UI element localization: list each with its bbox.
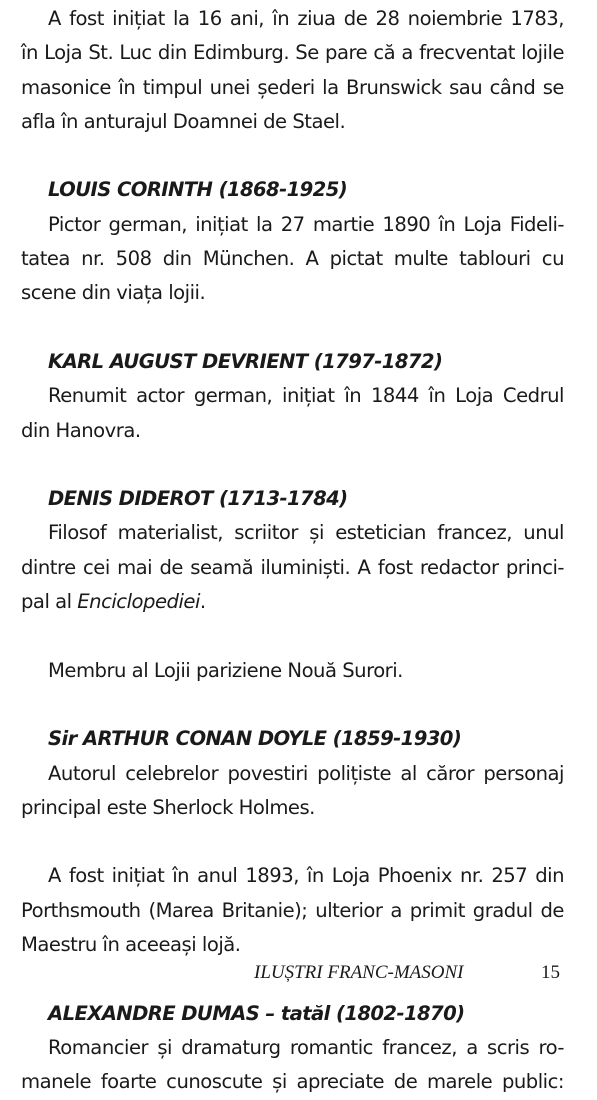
page-number: 15 [541,962,560,983]
intro-paragraph [21,2,564,139]
text-line: Porthsmouth (Marea Britanie); ulterior a primit gradul de [21,898,564,922]
spacer [21,825,564,859]
text-line: Pictor german, inițiat la 27 martie 1890 în Loja Fideli- [48,212,564,236]
text-fragment: . [199,590,206,614]
text-line: Maestru în aceeași lojă. [21,933,241,957]
entry-dumas [21,997,564,1100]
book-page [21,2,564,1100]
entry-devrient [21,345,564,448]
entry-corinth [21,173,564,310]
text-line: Autorul celebrelor povestiri polițiste al căror personaj [48,761,564,785]
spacer [21,619,564,653]
running-title: ILUȘTRI FRANC-MASONI [254,962,464,983]
spacer [21,448,564,482]
entry-conan-doyle [21,722,564,962]
book-title: Enciclopediei [77,590,200,614]
text-line: tatea nr. 508 din München. A pictat multe tablouri cu [21,247,564,271]
text-line: Membru al Lojii pariziene Nouă Surori. [48,658,403,682]
text-line: manele foarte cunoscute și apreciate de marele public: [21,1070,564,1094]
text-line: scene din viața lojii. [21,281,206,305]
entry-title: Sir ARTHUR CONAN DOYLE (1859-1930) [48,727,462,751]
text-line: Filosof materialist, scriitor și estetician francez, unul [48,521,564,545]
text-line: principal este Sherlock Holmes. [21,795,315,819]
text-line [21,585,564,619]
entry-title: KARL AUGUST DEVRIENT (1797-1872) [48,349,443,373]
text-line: A fost inițiat la 16 ani, în ziua de 28 noiembrie 1783, [48,7,564,30]
text-line: Renumit actor german, inițiat în 1844 în Loja Cedrul [48,384,564,408]
entry-title: DENIS DIDEROT (1713-1784) [48,487,348,511]
text-line: A fost inițiat în anul 1893, în Loja Phoenix nr. 257 din [48,864,564,888]
entry-title: ALEXANDRE DUMAS – tatăl (1802-1870) [48,1001,465,1025]
text-line: afla în anturajul Doamnei de Stael. [21,109,346,133]
text-line: din Hanovra. [21,418,141,442]
text-line: masonice în timpul unei șederi la Brunswick sau când se [21,75,564,99]
text-line: în Loja St. Luc din Edimburg. Se pare că a frecventat lojile [21,41,564,65]
entry-diderot [21,482,564,688]
spacer [21,311,564,345]
text-line: dintre cei mai de seamă iluminiști. A fost redactor princi- [21,555,564,579]
spacer [21,688,564,722]
spacer [21,139,564,173]
text-line: Romancier și dramaturg romantic francez, a scris ro- [48,1035,564,1059]
text-fragment: pal al [21,590,78,614]
entry-title: LOUIS CORINTH (1868-1925) [48,178,348,202]
